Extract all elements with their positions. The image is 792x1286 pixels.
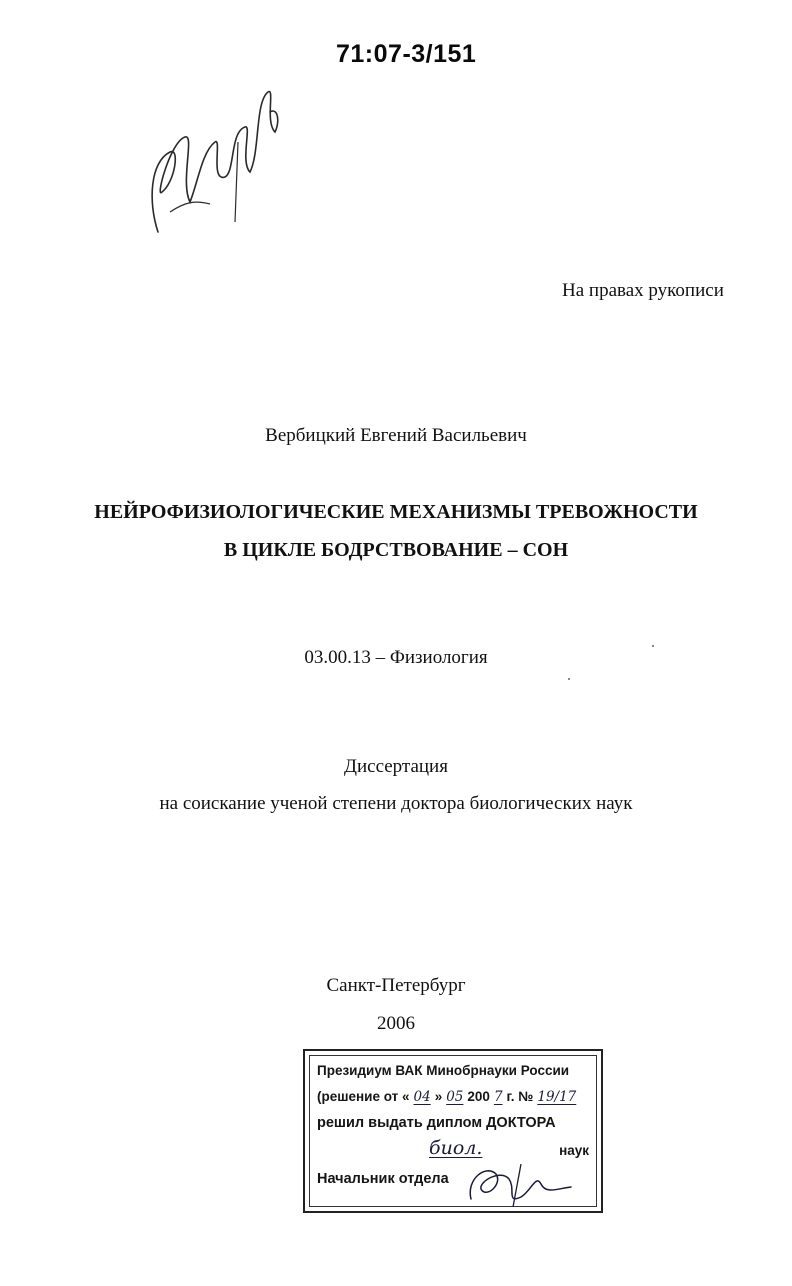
decision-month: 05 [446,1089,464,1105]
rights-note: На правах рукописи [562,280,724,301]
degree-statement: на соискание ученой степени доктора биологических наук [159,793,633,814]
specialty-code: 03.00.13 – Физиология [304,647,488,668]
stamp-signature [461,1159,581,1209]
title-line-2: В ЦИКЛЕ БОДРСТВОВАНИЕ – СОН [223,539,569,561]
stamp-field-handwritten: биол. [429,1137,483,1159]
city: Санкт-Петербург [326,975,466,996]
dissertation-title [0,493,792,569]
decision-day: 04 [413,1089,431,1105]
stamp-field-suffix: наук [559,1143,589,1158]
decision-year-prefix: 200 [467,1089,490,1104]
vak-stamp [303,1049,603,1213]
author-name: Вербицкий Евгений Васильевич [265,425,527,446]
stamp-decision-line [317,1089,580,1105]
catalog-number: 71:07-3/151 [336,40,477,68]
decision-prefix: (решение от « [317,1089,410,1104]
decision-mid: » [434,1089,443,1104]
scan-speck [568,678,570,680]
document-type: Диссертация [344,756,448,777]
stamp-award-line: решил выдать диплом ДОКТОРА [317,1115,556,1131]
decision-year-digit: 7 [493,1089,503,1105]
year: 2006 [377,1013,415,1034]
scan-speck [652,645,654,647]
stamp-authority: Президиум ВАК Минобрнауки России [317,1063,570,1078]
title-line-1: НЕЙРОФИЗИОЛОГИЧЕСКИЕ МЕХАНИЗМЫ ТРЕВОЖНОСТИ [94,501,698,523]
decision-number: 19/17 [537,1089,577,1105]
stamp-head-of-department: Начальник отдела [317,1171,449,1187]
handwritten-signature [140,82,290,242]
decision-number-label: г. № [506,1089,534,1104]
